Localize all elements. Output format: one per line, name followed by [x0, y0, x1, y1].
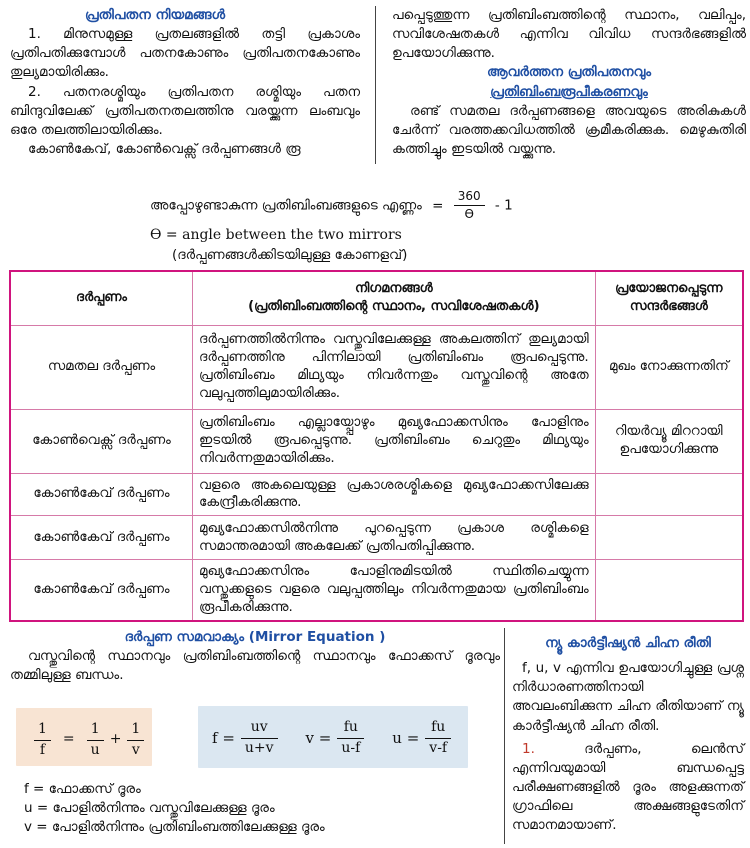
- eq1-t2-num: 1: [127, 720, 144, 741]
- eq1-term2: [127, 720, 144, 761]
- row-use: [595, 516, 743, 560]
- intro-continued: പപ്പെടുത്തുന്ന പ്രതിബിംബത്തിന്റെ സ്ഥാനം, വലിപ്പം, സവിശേഷതകൾ എന്നിവ വിവിധ സന്ദർഭങ്ങളിൽ ഉപയോഗിക്കുന്നു.: [392, 7, 746, 62]
- f-den: u+v: [244, 739, 274, 756]
- row-desc: വളരെ അകലെയുള്ള പ്രകാശരശ്മികളെ മുഖ്യഫോക്കസിലേക്കു കേന്ദ്രീകരിക്കുന്നു.: [193, 473, 596, 516]
- bottom-divider: [504, 628, 505, 844]
- column-divider: [375, 6, 376, 164]
- row-use: റിയർവ്യൂ മിററായി ഉപയോഗിക്കുന്നു: [595, 409, 743, 473]
- repeated-reflection-text: രണ്ട് സമതല ദർപ്പണങ്ങളെ അവയുടെ അരികുകൾ ചേർന്ന് വരത്തക്കവിധത്തിൽ ക്രമീകരിക്കുക. മെഴുകുതിരി കത്തിച്ചും ഇടയിൽ വയ്ക്കുന്നു.: [392, 102, 746, 158]
- v-num: fu: [337, 718, 364, 739]
- row-desc: മുഖ്യഫോക്കസിൽനിന്നു പുറപ്പെടുന്ന പ്രകാശ രശ്മികളെ സമാന്തരമായി അകലേക്ക് പ്രതിപതിപ്പിക്കുന്നു.: [193, 516, 596, 560]
- eq1-plus: +: [109, 731, 122, 748]
- mirror-equation-box: [16, 708, 152, 766]
- header-uses: [595, 271, 743, 325]
- image-count-formula: [150, 188, 630, 223]
- u-fraction: [425, 718, 451, 759]
- mirror-table: [9, 270, 744, 622]
- row-use: [595, 560, 743, 621]
- row-mirror: കോൺകേവ് ദർപ്പണം: [10, 560, 193, 621]
- row-mirror: കോൺകേവ് ദർപ്പണം: [10, 473, 193, 516]
- def-f: f = ഫോക്കസ് ദൂരം: [24, 781, 141, 797]
- row-mirror: കോൺകേവ് ദർപ്പണം: [10, 516, 193, 560]
- derived-equations-box: [198, 706, 468, 768]
- eq1-equals: =: [62, 731, 75, 748]
- header-uses-line2: സന്ദർഭങ്ങൾ: [629, 299, 708, 315]
- table-row: [10, 325, 743, 409]
- u-num: fu: [425, 718, 451, 739]
- header-conclusions-line1: നിഗമനങ്ങൾ: [355, 280, 433, 296]
- row-desc: പ്രതിബിംബം എല്ലായ്പ്പോഴും മുഖ്യഫോക്കസിനും പോളിനും ഇടയിൽ രൂപപ്പെടുന്നു. പ്രതിബിംബം ചെറുതും മിഥ്യയും നിവർന്നതുമായിരിക്കും.: [193, 409, 596, 473]
- theta-definition: ϴ = angle between the two mirrors: [150, 227, 402, 243]
- eq1-lhs: [34, 720, 51, 761]
- v-den: u-f: [341, 739, 361, 756]
- f-fraction: [241, 718, 278, 759]
- right-column: [392, 6, 746, 159]
- rule-text: ദർപ്പണം, ലെൻസ് എന്നിവയുമായി ബന്ധപ്പെട്ട പരീക്ഷണങ്ങളിൽ ദൂരം അളക്കുന്നത് ഗ്രാഫിലെ അക്ഷങ്ങളുടേതിന് സമാനമായാണ്.: [512, 740, 744, 834]
- row-mirror: സമതല ദർപ്പണം: [10, 325, 193, 409]
- formula-label: അപ്പോഴുണ്ടാകുന്ന പ്രതിബിംബങ്ങളുടെ എണ്ണം: [150, 197, 422, 214]
- eq1-t2-den: v: [131, 741, 140, 758]
- theta-definition-ml: (ദർപ്പണങ്ങൾക്കിടയിലുള്ള കോണളവ്): [172, 247, 408, 263]
- left-column: [10, 6, 360, 159]
- eq1-lhs-den: f: [39, 741, 46, 758]
- formula-numerator: 360: [454, 188, 485, 206]
- def-u: u = പോളിൽനിന്നും വസ്തുവിലേക്കുള്ള ദൂരം: [24, 800, 275, 817]
- u-den: v-f: [429, 739, 448, 756]
- formula-denominator: ϴ: [464, 207, 474, 222]
- table-row: [10, 560, 743, 621]
- rule-number: 1.: [522, 740, 535, 757]
- sign-convention-section: [512, 634, 744, 836]
- variable-definitions: [24, 780, 494, 837]
- reflection-laws-heading: പ്രതിപതന നിയമങ്ങൾ: [84, 7, 226, 23]
- row-desc: മുഖ്യഫോക്കസിനും പോളിനുമിടയിൽ സ്ഥിതിചെയ്യുന്ന വസ്തുക്കളുടെ വളരെ വലുപ്പത്തിലും നിവർന്നതുമായ പ്രതിബിംബം രൂപീകരിക്കുന്നു.: [193, 560, 596, 621]
- header-conclusions-line2: (പ്രതിബിംബത്തിന്റെ സ്ഥാനം, സവിശേഷതകൾ): [248, 299, 540, 315]
- sign-convention-heading: ന്യൂ കാർട്ടീഷ്യൻ ചിഹ്ന രീതി: [545, 635, 711, 651]
- eq1-term1: [87, 720, 104, 761]
- header-conclusions: [193, 271, 596, 325]
- formula-equals: =: [432, 197, 444, 214]
- table-header-row: [10, 271, 743, 325]
- formula-fraction: [454, 188, 485, 223]
- repeated-reflection-heading-1: ആവർത്തന പ്രതിപതനവും: [486, 64, 652, 81]
- header-uses-line1: പ്രയോജനപ്പെടുന്ന: [615, 280, 723, 296]
- concave-convex-intro: കോൺകേവ്, കോൺവെക്സ് ദർപ്പണങ്ങൾ രൂ: [28, 141, 301, 158]
- mirror-equation-heading: ദർപ്പണ സമവാക്യം (Mirror Equation ): [124, 629, 386, 645]
- law-1: 1. മിനുസമുള്ള പ്രതലങ്ങളിൽ തട്ടി പ്രകാശം പ്രതിപതിക്കുമ്പോൾ പതനകോണും പ്രതിപതനകോണും തുല്യമായിരിക്കും.: [10, 26, 360, 81]
- eq1-t1-num: 1: [87, 720, 104, 741]
- eq1-lhs-num: 1: [34, 720, 51, 741]
- f-num: uv: [241, 718, 278, 739]
- eq1-t1-den: u: [90, 741, 100, 758]
- mirror-equation-section: [10, 628, 500, 685]
- table-row: [10, 409, 743, 473]
- row-mirror: കോൺവെക്സ് ദർപ്പണം: [10, 409, 193, 473]
- u-label: u =: [392, 728, 420, 747]
- row-desc: ദർപ്പണത്തിൽനിന്നും വസ്തുവിലേക്കുള്ള അകലത്തിന് തുല്യമായി ദർപ്പണത്തിനു പിന്നിലായി പ്രതിബിംബം രൂപപ്പെടുന്നു. പ്രതിബിംബം മിഥ്യയും നിവർന്നതും വസ്തുവിന്റെ അതേ വലുപ്പത്തിലുമായിരിക്കും.: [193, 325, 596, 409]
- row-use: മുഖം നോക്കുന്നതിന്: [595, 325, 743, 409]
- table-row: [10, 473, 743, 516]
- formula-minus-one: - 1: [494, 197, 513, 214]
- repeated-reflection-heading-2: പ്രതിബിംബരൂപീകരണവും: [490, 83, 648, 100]
- mirror-equation-intro: വസ്തുവിന്റെ സ്ഥാനവും പ്രതിബിംബത്തിന്റെ സ്ഥാനവും ഫോക്കസ് ദൂരവും തമ്മിലുള്ള ബന്ധം.: [10, 648, 500, 684]
- header-mirror: ദർപ്പണം: [10, 271, 193, 325]
- sign-convention-intro: f, u, v എന്നിവ ഉപയോഗിച്ചുള്ള പ്രശ്ന നിർധാരണത്തിനായി അവലംബിക്കുന്ന ചിഹ്ന രീതിയാണ് ന്യൂ കാർട്ടീഷ്യൻ ചിഹ്ന രീതി.: [512, 660, 744, 734]
- sign-convention-rule-1: [512, 740, 744, 836]
- table-row: [10, 516, 743, 560]
- row-use: [595, 473, 743, 516]
- v-label: v =: [305, 728, 332, 747]
- law-2: 2. പതനരശ്മിയും പ്രതിപതന രശ്മിയും പതന ബിന്ദുവിലേക്ക് പ്രതിപതനതലത്തിനു വരയ്ക്കുന്ന ലംബവും ഒരേ തലത്തിലായിരിക്കും.: [10, 83, 360, 138]
- v-fraction: [337, 718, 364, 759]
- f-label: f =: [212, 728, 235, 747]
- def-v: v = പോളിൽനിന്നും പ്രതിബിംബത്തിലേക്കുള്ള ദൂരം: [24, 819, 325, 836]
